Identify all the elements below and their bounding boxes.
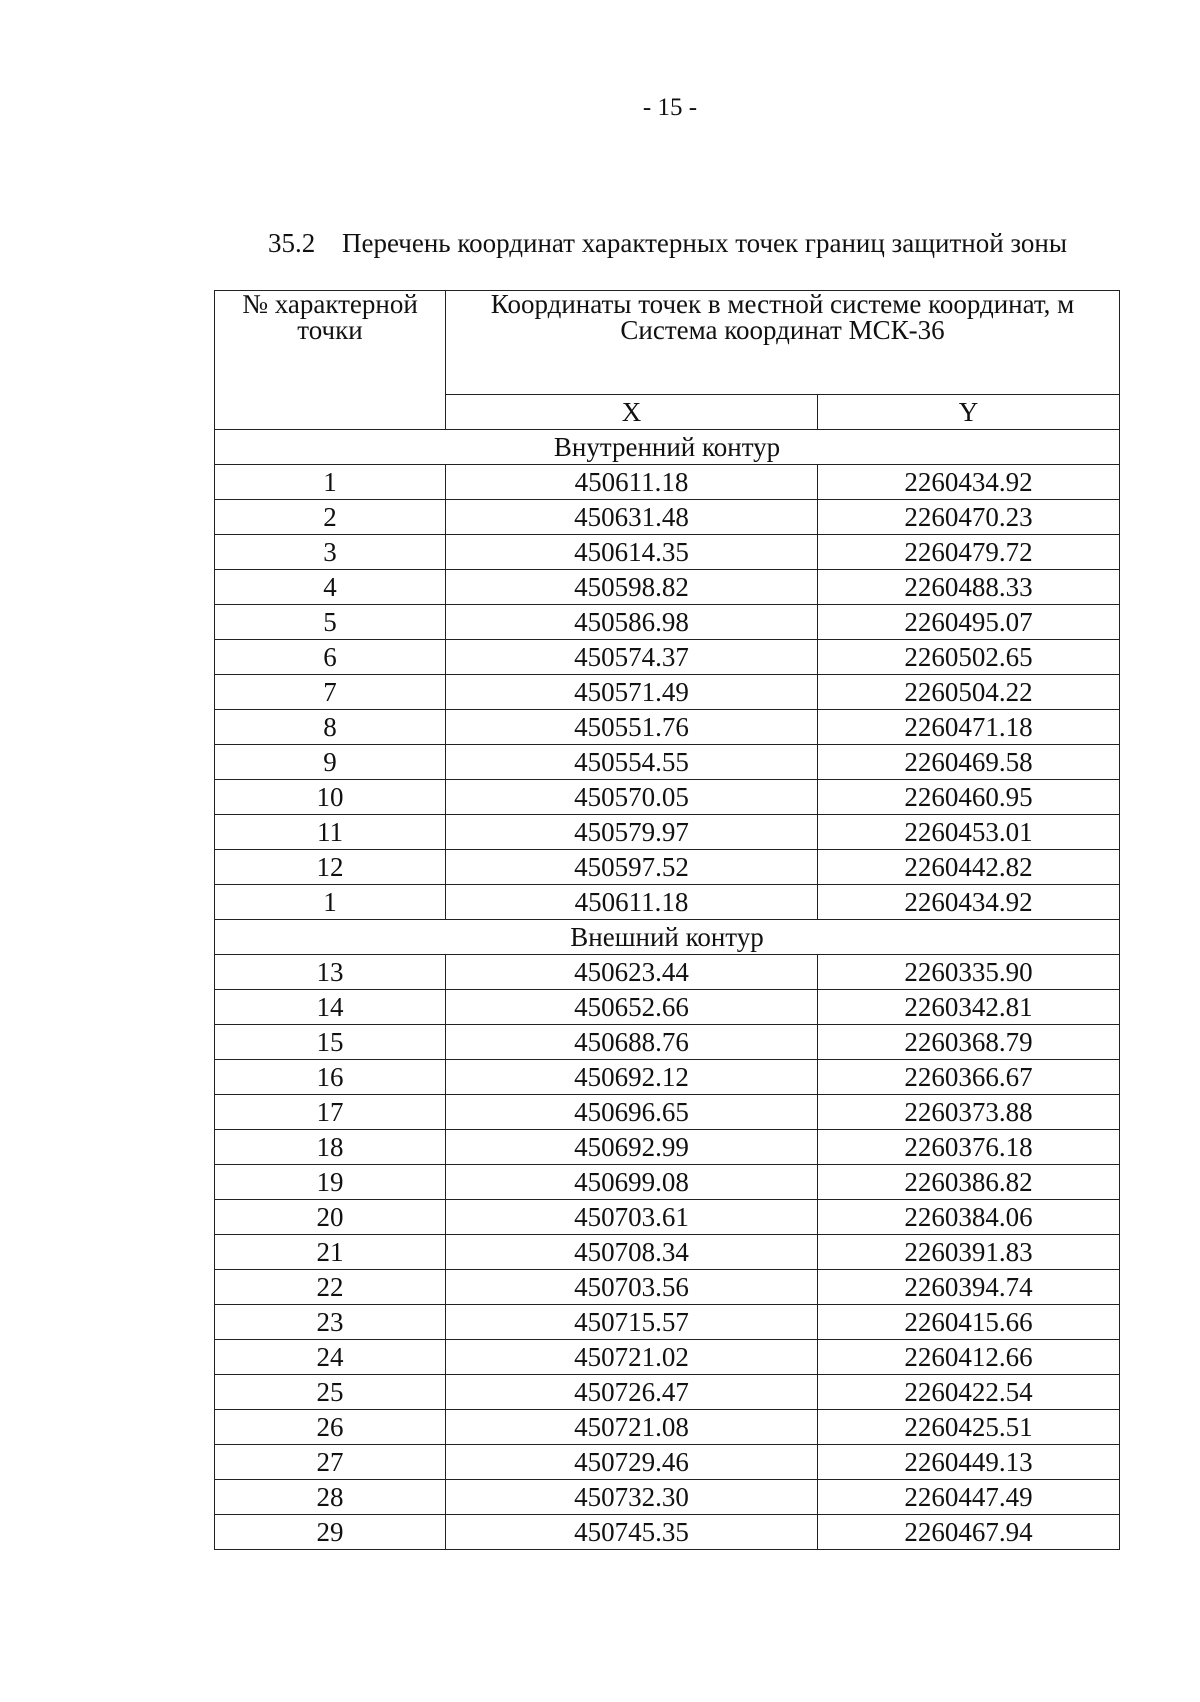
point-number-cell: 15 bbox=[215, 1025, 446, 1060]
point-number-cell: 4 bbox=[215, 570, 446, 605]
table-row bbox=[215, 640, 1120, 675]
point-number-cell: 16 bbox=[215, 1060, 446, 1095]
section-title-cell: Внутренний контур bbox=[215, 430, 1120, 465]
x-coordinate-cell: 450551.76 bbox=[446, 710, 818, 745]
point-number-cell: 10 bbox=[215, 780, 446, 815]
x-coordinate-cell: 450699.08 bbox=[446, 1165, 818, 1200]
table-row bbox=[215, 465, 1120, 500]
y-coordinate-cell: 2260449.13 bbox=[818, 1445, 1120, 1480]
table-row bbox=[215, 1200, 1120, 1235]
point-number-cell: 29 bbox=[215, 1515, 446, 1550]
header-coords-line-2: Система координат МСК-36 bbox=[620, 315, 945, 345]
x-coordinate-cell: 450574.37 bbox=[446, 640, 818, 675]
y-coordinate-cell: 2260425.51 bbox=[818, 1410, 1120, 1445]
x-coordinate-cell: 450703.56 bbox=[446, 1270, 818, 1305]
point-number-cell: 14 bbox=[215, 990, 446, 1025]
x-coordinate-cell: 450611.18 bbox=[446, 885, 818, 920]
point-number-cell: 21 bbox=[215, 1235, 446, 1270]
y-coordinate-cell: 2260442.82 bbox=[818, 850, 1120, 885]
x-coordinate-cell: 450652.66 bbox=[446, 990, 818, 1025]
table-row bbox=[215, 710, 1120, 745]
table-row bbox=[215, 955, 1120, 990]
y-coordinate-cell: 2260415.66 bbox=[818, 1305, 1120, 1340]
table-row bbox=[215, 500, 1120, 535]
section-row bbox=[215, 920, 1120, 955]
header-coordinates bbox=[446, 291, 1120, 395]
point-number-cell: 23 bbox=[215, 1305, 446, 1340]
table-row bbox=[215, 1165, 1120, 1200]
x-coordinate-cell: 450597.52 bbox=[446, 850, 818, 885]
point-number-cell: 2 bbox=[215, 500, 446, 535]
point-number-cell: 19 bbox=[215, 1165, 446, 1200]
y-coordinate-cell: 2260384.06 bbox=[818, 1200, 1120, 1235]
y-coordinate-cell: 2260479.72 bbox=[818, 535, 1120, 570]
x-coordinate-cell: 450696.65 bbox=[446, 1095, 818, 1130]
y-coordinate-cell: 2260373.88 bbox=[818, 1095, 1120, 1130]
point-number-cell: 25 bbox=[215, 1375, 446, 1410]
x-coordinate-cell: 450614.35 bbox=[446, 535, 818, 570]
table-row bbox=[215, 990, 1120, 1025]
table-row bbox=[215, 1060, 1120, 1095]
x-coordinate-cell: 450692.12 bbox=[446, 1060, 818, 1095]
point-number-cell: 24 bbox=[215, 1340, 446, 1375]
point-number-cell: 5 bbox=[215, 605, 446, 640]
x-coordinate-cell: 450554.55 bbox=[446, 745, 818, 780]
point-number-cell: 7 bbox=[215, 675, 446, 710]
point-number-cell: 1 bbox=[215, 465, 446, 500]
table-row bbox=[215, 1480, 1120, 1515]
section-title-cell: Внешний контур bbox=[215, 920, 1120, 955]
table-body bbox=[215, 430, 1120, 1550]
header-point-number bbox=[215, 291, 446, 430]
x-coordinate-cell: 450570.05 bbox=[446, 780, 818, 815]
point-number-cell: 12 bbox=[215, 850, 446, 885]
y-coordinate-cell: 2260394.74 bbox=[818, 1270, 1120, 1305]
table-row bbox=[215, 1410, 1120, 1445]
x-coordinate-cell: 450598.82 bbox=[446, 570, 818, 605]
y-coordinate-cell: 2260488.33 bbox=[818, 570, 1120, 605]
x-coordinate-cell: 450729.46 bbox=[446, 1445, 818, 1480]
y-coordinate-cell: 2260422.54 bbox=[818, 1375, 1120, 1410]
x-coordinate-cell: 450721.02 bbox=[446, 1340, 818, 1375]
y-coordinate-cell: 2260335.90 bbox=[818, 955, 1120, 990]
point-number-cell: 1 bbox=[215, 885, 446, 920]
y-coordinate-cell: 2260376.18 bbox=[818, 1130, 1120, 1165]
x-coordinate-cell: 450692.99 bbox=[446, 1130, 818, 1165]
y-coordinate-cell: 2260469.58 bbox=[818, 745, 1120, 780]
table-row bbox=[215, 1515, 1120, 1550]
y-coordinate-cell: 2260470.23 bbox=[818, 500, 1120, 535]
point-number-cell: 22 bbox=[215, 1270, 446, 1305]
y-coordinate-cell: 2260460.95 bbox=[818, 780, 1120, 815]
point-number-cell: 28 bbox=[215, 1480, 446, 1515]
header-point-line-1: № характерной bbox=[242, 290, 418, 319]
table-row bbox=[215, 1305, 1120, 1340]
table-row bbox=[215, 1445, 1120, 1480]
table-row bbox=[215, 605, 1120, 640]
table-row bbox=[215, 570, 1120, 605]
y-coordinate-cell: 2260412.66 bbox=[818, 1340, 1120, 1375]
y-coordinate-cell: 2260453.01 bbox=[818, 815, 1120, 850]
table-row bbox=[215, 745, 1120, 780]
point-number-cell: 11 bbox=[215, 815, 446, 850]
y-coordinate-cell: 2260391.83 bbox=[818, 1235, 1120, 1270]
table-row bbox=[215, 780, 1120, 815]
point-number-cell: 8 bbox=[215, 710, 446, 745]
point-number-cell: 27 bbox=[215, 1445, 446, 1480]
table-row bbox=[215, 1375, 1120, 1410]
table-row bbox=[215, 675, 1120, 710]
y-coordinate-cell: 2260386.82 bbox=[818, 1165, 1120, 1200]
x-coordinate-cell: 450586.98 bbox=[446, 605, 818, 640]
table-row bbox=[215, 1095, 1120, 1130]
table-row bbox=[215, 535, 1120, 570]
table-row bbox=[215, 885, 1120, 920]
coordinates-table bbox=[214, 290, 1120, 1550]
x-coordinate-cell: 450631.48 bbox=[446, 500, 818, 535]
point-number-cell: 3 bbox=[215, 535, 446, 570]
section-title-text: Перечень координат характерных точек границ защитной зоны bbox=[342, 228, 1067, 258]
table-row bbox=[215, 850, 1120, 885]
page-number: - 15 - bbox=[642, 94, 698, 121]
y-coordinate-cell: 2260447.49 bbox=[818, 1480, 1120, 1515]
section-title bbox=[268, 228, 1067, 259]
x-coordinate-cell: 450703.61 bbox=[446, 1200, 818, 1235]
header-point-line-2: точки bbox=[297, 315, 363, 345]
x-coordinate-cell: 450721.08 bbox=[446, 1410, 818, 1445]
table-row bbox=[215, 815, 1120, 850]
point-number-cell: 9 bbox=[215, 745, 446, 780]
x-coordinate-cell: 450623.44 bbox=[446, 955, 818, 990]
header-x: X bbox=[446, 395, 818, 430]
table-row bbox=[215, 1340, 1120, 1375]
x-coordinate-cell: 450708.34 bbox=[446, 1235, 818, 1270]
point-number-cell: 18 bbox=[215, 1130, 446, 1165]
table-row bbox=[215, 1025, 1120, 1060]
x-coordinate-cell: 450611.18 bbox=[446, 465, 818, 500]
y-coordinate-cell: 2260434.92 bbox=[818, 885, 1120, 920]
x-coordinate-cell: 450715.57 bbox=[446, 1305, 818, 1340]
y-coordinate-cell: 2260368.79 bbox=[818, 1025, 1120, 1060]
x-coordinate-cell: 450688.76 bbox=[446, 1025, 818, 1060]
y-coordinate-cell: 2260467.94 bbox=[818, 1515, 1120, 1550]
header-coords-line-1: Координаты точек в местной системе координат, м bbox=[490, 290, 1075, 319]
y-coordinate-cell: 2260495.07 bbox=[818, 605, 1120, 640]
point-number-cell: 26 bbox=[215, 1410, 446, 1445]
x-coordinate-cell: 450579.97 bbox=[446, 815, 818, 850]
point-number-cell: 13 bbox=[215, 955, 446, 990]
x-coordinate-cell: 450732.30 bbox=[446, 1480, 818, 1515]
y-coordinate-cell: 2260342.81 bbox=[818, 990, 1120, 1025]
point-number-cell: 17 bbox=[215, 1095, 446, 1130]
table-row bbox=[215, 1130, 1120, 1165]
point-number-cell: 20 bbox=[215, 1200, 446, 1235]
table-row bbox=[215, 1270, 1120, 1305]
header-y: Y bbox=[818, 395, 1120, 430]
x-coordinate-cell: 450745.35 bbox=[446, 1515, 818, 1550]
section-number: 35.2 bbox=[268, 228, 316, 258]
y-coordinate-cell: 2260434.92 bbox=[818, 465, 1120, 500]
x-coordinate-cell: 450571.49 bbox=[446, 675, 818, 710]
section-row bbox=[215, 430, 1120, 465]
y-coordinate-cell: 2260504.22 bbox=[818, 675, 1120, 710]
y-coordinate-cell: 2260471.18 bbox=[818, 710, 1120, 745]
y-coordinate-cell: 2260502.65 bbox=[818, 640, 1120, 675]
point-number-cell: 6 bbox=[215, 640, 446, 675]
y-coordinate-cell: 2260366.67 bbox=[818, 1060, 1120, 1095]
x-coordinate-cell: 450726.47 bbox=[446, 1375, 818, 1410]
table-row bbox=[215, 1235, 1120, 1270]
